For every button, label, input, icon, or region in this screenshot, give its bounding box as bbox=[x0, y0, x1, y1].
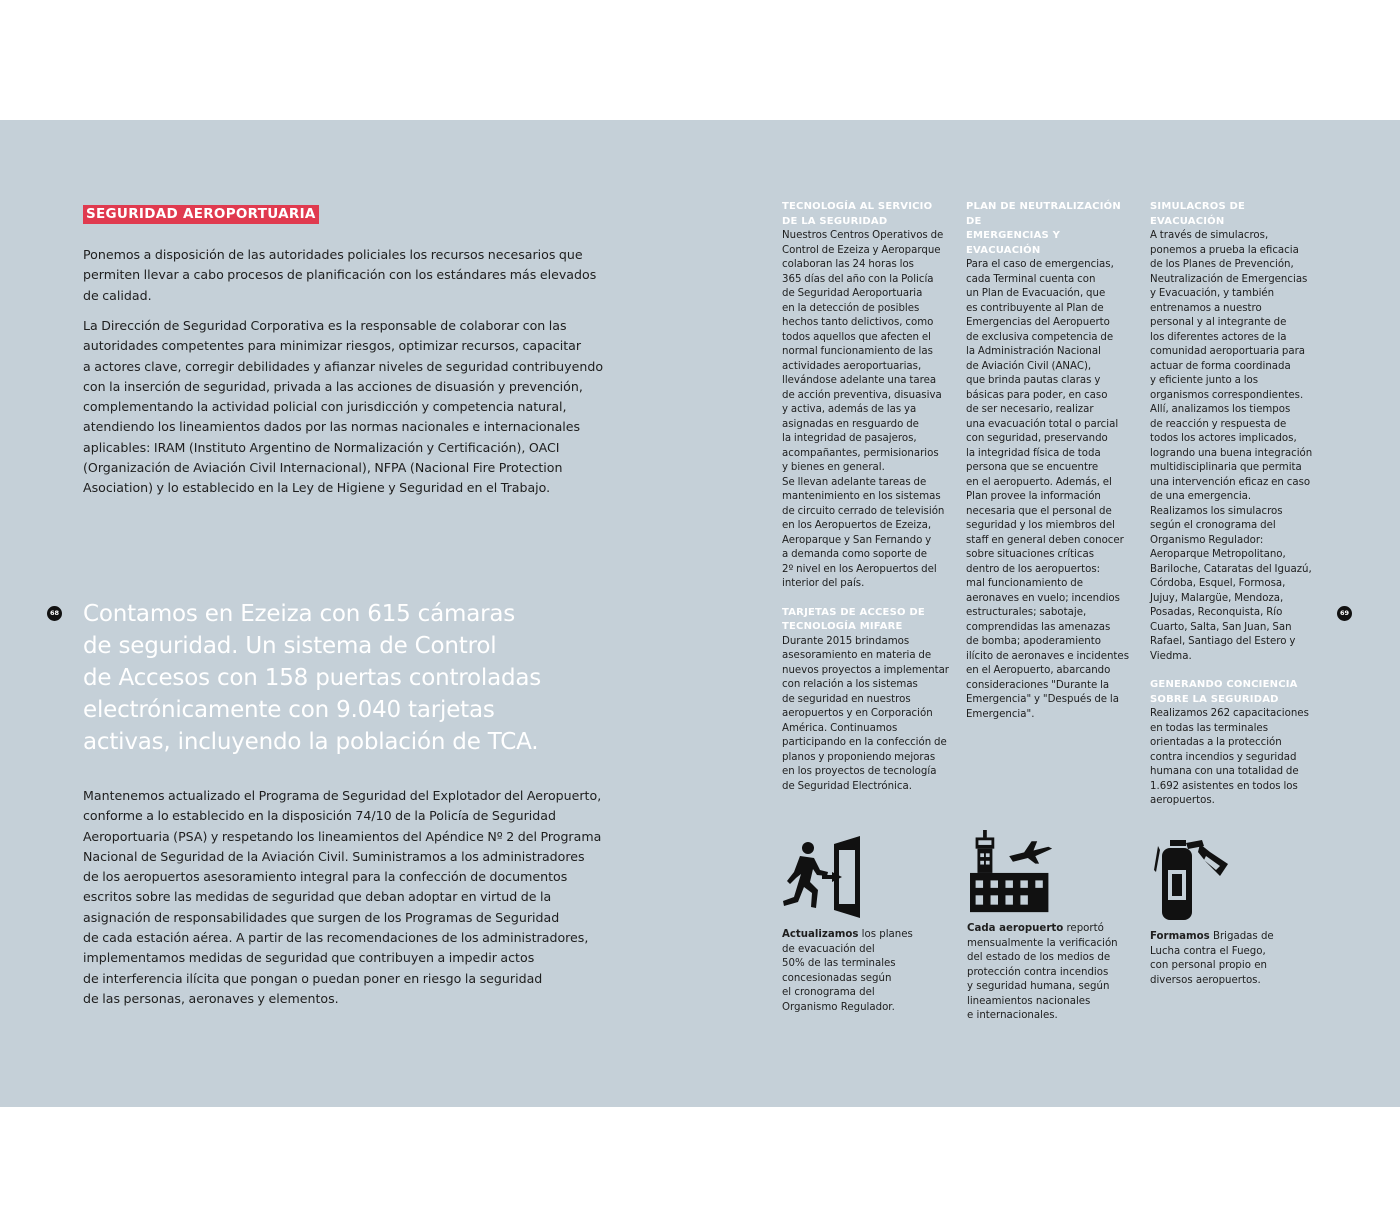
icon-block-aeropuerto bbox=[967, 830, 1142, 1024]
caption-aeropuerto-text: reportó mensualmente la verificación del estado de los medios de protección contra incendios y seguridad humana, según lineamientos nacionales e internacionales. bbox=[967, 923, 1118, 1021]
caption-aeropuerto-bold: Cada aeropuerto bbox=[967, 923, 1064, 934]
intro-paragraph-1: Ponemos a disposición de las autoridades policiales los recursos necesarios que permiten llevar a cabo procesos de planificación con los estándares más elevados de calidad. bbox=[83, 247, 597, 303]
caption-evacuacion bbox=[782, 928, 957, 1015]
highlight-quote: Contamos en Ezeiza con 615 cámaras de seguridad. Un sistema de Control de Accesos con 158 puertas controladas electrónicamente con 9.040 tarjetas activas, incluyendo la población de TCA. bbox=[83, 601, 542, 755]
emergency-exit-icon bbox=[782, 836, 862, 920]
caption-extintor-text: Brigadas de Lucha contra el Fuego, con personal propio en diversos aeropuertos. bbox=[1150, 931, 1274, 986]
psa-paragraph: Mantenemos actualizado el Programa de Seguridad del Explotador del Aeropuerto, conforme a lo establecido en la disposición 74/10 de la Policía de Seguridad Aeroportuaria (PSA) y respetando los lineamientos del Apéndice Nº 2 del Programa Nacional de Seguridad de la Aviación Civil. Suministramos a los administradores de los aeropuertos asesoramiento integral para la confección de documentos escritos sobre las medidas de seguridad que deban adoptar en virtud de la asignación de responsabilidades que surgen de los Programas de Seguridad de cada estación aérea. A partir de las recomendaciones de los administradores, implementamos medidas de seguridad que contribuyen a impedir actos de interferencia ilícita que pongan o puedan poner en riesgo la seguridad de las personas, aeronaves y elementos. bbox=[83, 788, 602, 1006]
body-tecnologia: Nuestros Centros Operativos de Control de Ezeiza y Aeroparque colaboran las 24 horas los 365 días del año con la Policía de Seguridad Aeroportuaria en la detección de posibles hechos tanto delictivos, como todos aquellos que afecten el normal funcionamiento de las actividades aeroportuarias, llevándose adelante una tarea de acción preventiva, disuasiva y activa, además de las ya asignadas en resguardo de la integridad de pasajeros, acompañantes, permisionarios y bienes en general. Se llevan adelante tareas de mantenimiento en los sistemas de circuito cerrado de televisión en los Aeropuertos de Ezeiza, Aeroparque y San Fernando y a demanda como soporte de 2º nivel en los Aeropuertos del interior del país. bbox=[782, 230, 945, 589]
body-simulacros: A través de simulacros, ponemos a prueba la eficacia de los Planes de Prevención, Neutralización de Emergencias y Evacuación, y también entrenamos a nuestro personal y al integrante de los diferentes actores de la comunidad aeroportuaria para actuar de forma coordinada y eficiente junto a los organismos correspondientes. Allí, analizamos los tiempos de reacción y respuesta de todos los actores implicados, logrando una buena integración multidisciplinaria que permita una intervención eficaz en caso de una emergencia. Realizamos los simulacros según el cronograma del Organismo Regulador: Aeroparque Metropolitano, Bariloche, Cataratas del Iguazú, Córdoba, Esquel, Formosa, Jujuy, Malargüe, Mendoza, Posadas, Reconquista, Río Cuarto, Salta, San Juan, San Rafael, Santiago del Estero y Viedma. bbox=[1150, 230, 1313, 662]
icon-block-evacuacion bbox=[782, 836, 957, 1015]
caption-evacuacion-text: los planes de evacuación del 50% de las terminales concesionadas según el cronograma del Organismo Regulador. bbox=[782, 929, 913, 1013]
body-tarjetas: Durante 2015 brindamos asesoramiento en materia de nuevos proyectos a implementar con relación a los sistemas de seguridad en nuestros aeropuertos y en Corporación América. Continuamos participando en la confección de planos y proponiendo mejoras en los proyectos de tecnología de Seguridad Electrónica. bbox=[782, 635, 949, 792]
page-number-right: 69 bbox=[1337, 606, 1352, 621]
heading-tarjetas: TARJETAS DE ACCESO DE TECNOLOGÍA MIFARE bbox=[782, 606, 925, 632]
heading-conciencia: GENERANDO CONCIENCIA SOBRE LA SEGURIDAD bbox=[1150, 679, 1298, 705]
heading-simulacros: SIMULACROS DE EVACUACIÓN bbox=[1150, 201, 1246, 227]
body-conciencia: Realizamos 262 capacitaciones en todas las terminales orientadas a la protección contra incendios y seguridad humana con una totalidad de 1.692 asistentes en todos los aeropuertos. bbox=[1150, 708, 1309, 806]
right-column-3 bbox=[1150, 200, 1320, 809]
right-column-2 bbox=[966, 200, 1136, 722]
page-number-left: 68 bbox=[47, 606, 62, 621]
icon-block-extintor bbox=[1150, 838, 1325, 988]
caption-extintor-bold: Formamos bbox=[1150, 931, 1210, 942]
intro-paragraph-2: La Dirección de Seguridad Corporativa es la responsable de colaborar con las autoridades competentes para minimizar riesgos, optimizar recursos, capacitar a actores clave, corregir debilidades y afianzar niveles de seguridad contribuyendo con la inserción de seguridad, privada a las acciones de disuasión y prevención, complementando la actividad policial con jurisdicción y competencia natural, atendiendo los lineamientos dados por las normas nacionales e internacionales aplicables: IRAM (Instituto Argentino de Normalización y Certificación), OACI (Organización de Aviación Civil Internacional), NFPA (Nacional Fire Protection Asociation) y lo establecido en la Ley de Higiene y Seguridad en el Trabajo. bbox=[83, 318, 604, 496]
spread-background bbox=[0, 120, 1400, 1107]
right-column-1 bbox=[782, 200, 952, 794]
section-title: SEGURIDAD AEROPORTUARIA bbox=[83, 205, 319, 224]
body-plan-neutralizacion: Para el caso de emergencias, cada Terminal cuenta con un Plan de Evacuación, que es contribuyente al Plan de Emergencias del Aeropuerto de exclusiva competencia de la Administración Nacional de Aviación Civil (ANAC), que brinda pautas claras y básicas para poder, en caso de ser necesario, realizar una evacuación total o parcial con seguridad, preservando la integridad física de toda persona que se encuentre en el aeropuerto. Además, el Plan provee la información necesaria que el personal de seguridad y los miembros del staff en general deben conocer sobre situaciones críticas dentro de los aeropuertos: mal funcionamiento de aeronaves en vuelo; incendios estructurales; sabotaje, comprendidas las amenazas de bomba; apoderamiento ilícito de aeronaves e incidentes en el Aeropuerto, abarcando consideraciones "Durante la Emergencia" y "Después de la Emergencia". bbox=[966, 259, 1129, 720]
section-title-wrap bbox=[83, 203, 623, 224]
heading-tecnologia: TECNOLOGÍA AL SERVICIO DE LA SEGURIDAD bbox=[782, 201, 933, 227]
heading-plan-neutralizacion: PLAN DE NEUTRALIZACIÓN DE EMERGENCIAS Y EVACUACIÓN bbox=[966, 201, 1121, 256]
caption-aeropuerto bbox=[967, 922, 1142, 1024]
airport-tower-icon bbox=[967, 830, 1057, 914]
caption-evacuacion-bold: Actualizamos bbox=[782, 929, 859, 940]
fire-extinguisher-icon bbox=[1150, 838, 1230, 922]
caption-extintor bbox=[1150, 930, 1325, 988]
